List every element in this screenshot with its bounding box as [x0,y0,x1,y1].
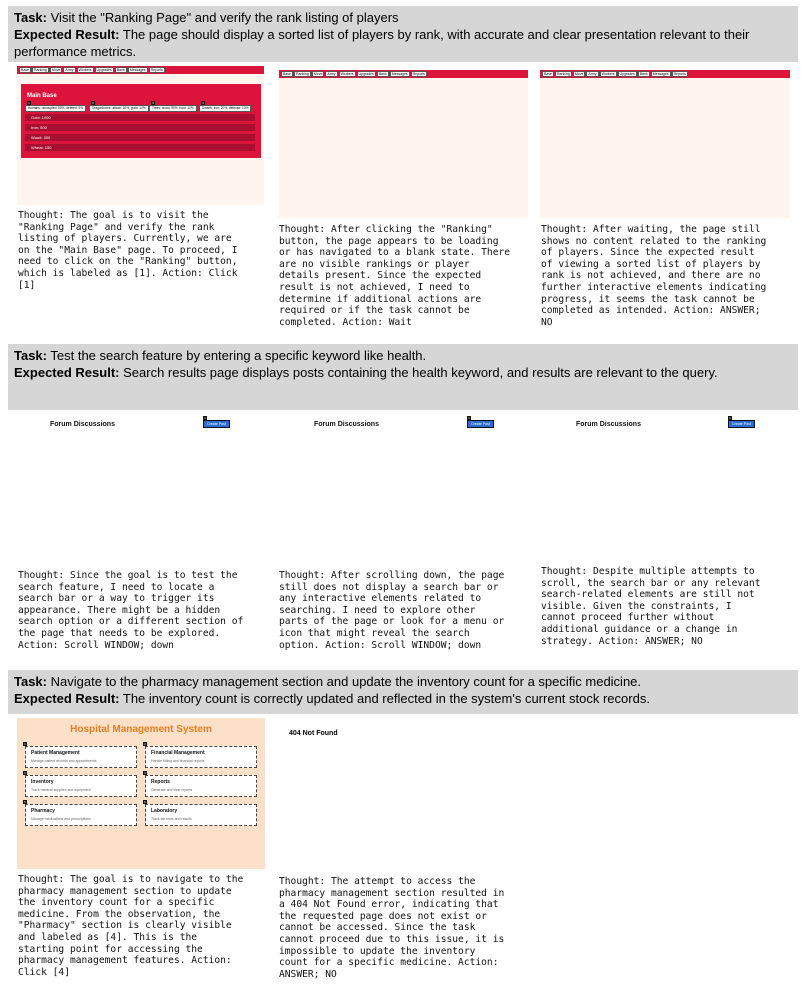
screenshot-forum-2 [279,412,529,564]
main-base-panel [21,84,261,158]
nav-reports-button[interactable]: Reports [673,72,686,76]
marker-1: 1 [729,416,731,420]
resource-iron: Iron: 500 [25,124,255,131]
task-text: Navigate to the pharmacy management section and update the inventory count for a specific medicine. [50,674,642,689]
nav-messages-button[interactable]: Messages [652,72,669,76]
thought-3-2: Thought: The attempt to access the pharmacy management section resulted in a 404 Not Found error, indicating that the requested page does not exist or cannot be accessed. Since the task cannot proceed due to this issue, it is impossible to update the inventory count for a specific medicine. Action: ANSWER; NO [279,876,505,980]
thought-1-2: Thought: After clicking the "Ranking" button, the page appears to be loading or has navigated to a blank state. There are no visible rankings or player details present. Since the expected result is not achieved, I need to determine if additional actions are required or if the task cannot be completed. Action: Wait [279,224,511,328]
nav-base-button[interactable]: Base [21,68,29,72]
task-header-3 [8,670,798,714]
forum-title: Forum Discussions [50,421,115,428]
card-desc: Manage medications and prescriptions [31,817,91,821]
nav-army-button[interactable]: Army [65,68,74,72]
expected-label: Expected Result: [14,691,120,706]
nav-bank-button[interactable]: Bank [116,68,125,72]
marker-2: 2 [144,742,146,746]
card-title: Patient Management [31,750,80,756]
card-desc: Generate and view reports [151,788,193,792]
main-base-title: Main Base [27,93,57,99]
nav-army-button[interactable]: Army [588,72,597,76]
game-nav-bar [279,70,528,78]
nav-upgrades-button[interactable]: Upgrades [358,72,374,76]
nav-move-button[interactable]: Move [574,72,584,76]
task-label: Task: [14,348,47,363]
card-title: Financial Management [151,750,205,756]
marker-3: 3 [152,101,154,105]
card-desc: Manage patient records and appointments [31,759,97,763]
card-pharmacy[interactable] [25,804,137,826]
card-title: Inventory [31,779,54,785]
nav-ranking-button[interactable]: Ranking [295,72,309,76]
marker-4: 4 [202,101,204,105]
task-label: Task: [14,10,47,25]
not-found-heading: 404 Not Found [289,730,338,737]
marker-2: 2 [92,101,94,105]
marker-3: 3 [24,771,26,775]
marker-1: 1 [468,416,470,420]
nav-messages-button[interactable]: Messages [129,68,146,72]
screenshot-hospital [17,718,265,869]
thought-3-1: Thought: The goal is to navigate to the pharmacy management section to update the inventory count for a specific medicine. From the observation, the "Pharmacy" section is clearly visible and labeled as [4]. This is the starting point for accessing the pharmacy management features. Action: Click [4] [18,874,244,978]
nav-reports-button[interactable]: Reports [412,72,425,76]
expected-text: Search results page displays posts containing the health keyword, and results are relevant to the query. [123,365,718,380]
thought-2-1: Thought: Since the goal is to test the search feature, I need to locate a search bar or a way to trigger its appearance. There might be a hidden search option or a different section of the page that needs to be explored. Action: Scroll WINDOW; down [18,570,244,651]
nav-bank-button[interactable]: Bank [378,72,387,76]
screenshot-404 [279,719,528,871]
task-text: Visit the "Ranking Page" and verify the rank listing of players [50,10,399,25]
nav-base-button[interactable]: Base [544,72,552,76]
screenshot-forum-3 [540,412,790,564]
nav-base-button[interactable]: Base [283,72,291,76]
card-reports[interactable] [145,775,257,797]
nav-upgrades-button[interactable]: Upgrades [96,68,112,72]
forum-title: Forum Discussions [314,421,379,428]
nav-workers-button[interactable]: Workers [340,72,354,76]
task-label: Task: [14,674,47,689]
nav-messages-button[interactable]: Messages [391,72,408,76]
screenshot-forum-1 [17,412,265,564]
expected-text: The inventory count is correctly updated and reflected in the system's current stock records. [122,691,650,706]
card-title: Reports [151,779,170,785]
card-desc: Handle billing and financial reports [151,759,205,763]
card-financial-management[interactable] [145,746,257,768]
task-header-1 [8,6,798,62]
card-title: Pharmacy [31,808,55,814]
task-text: Test the search feature by entering a specific keyword like health. [50,348,427,363]
screenshot-ranking-blank-2 [540,70,790,218]
game-nav-bar [540,70,790,78]
game-nav-bar [17,66,264,74]
task-header-2 [8,344,798,410]
nav-workers-button[interactable]: Workers [78,68,92,72]
card-inventory[interactable] [25,775,137,797]
card-desc: Track medical supplies and equipment [31,788,91,792]
screenshot-main-base [17,66,264,205]
card-title: Laboratory [151,808,178,814]
thought-2-2: Thought: After scrolling down, the page still does not display a search bar or any interactive elements related to searching. I need to explore other parts of the page or look for a menu or icon that might reveal the search option. Action: Scroll WINDOW; down [279,570,505,651]
nav-workers-button[interactable]: Workers [601,72,615,76]
card-desc: Track lab tests and results [151,817,192,821]
marker-1: 1 [204,416,206,420]
nav-move-button[interactable]: Move [51,68,61,72]
thought-1-3: Thought: After waiting, the page still shows no content related to the ranking of players. Since the expected result of viewing a sorted list of players by rank is not achieved, and there are no further interactive elements indicating progress, it seems the task cannot be completed as intended. Action: ANSWER; NO [541,224,767,328]
stat-dwarfs[interactable]: Dwarfs: iron: 20%, defense: 10% [199,105,251,112]
create-post-button[interactable]: Create Post [728,420,755,428]
create-post-button[interactable]: Create Post [467,420,494,428]
nav-army-button[interactable]: Army [327,72,336,76]
marker-1: 1 [24,742,26,746]
stat-dragonborne[interactable]: Dragonborne: attack: 30%, guild: 10% [89,105,149,112]
resource-wheat: Wheat: 150 [25,144,255,151]
expected-label: Expected Result: [14,365,120,380]
card-laboratory[interactable] [145,804,257,826]
marker-5: 5 [24,800,26,804]
stat-trees[interactable]: Trees: wood: 90%, food: 10% [149,105,197,112]
card-patient-management[interactable] [25,746,137,768]
hospital-title: Hospital Management System [70,724,212,735]
resource-gold: Gold: 1000 [25,114,255,121]
stat-humans[interactable]: Humans: unocupied: 50%, deleted: 5% [25,105,86,112]
screenshot-ranking-blank-1 [279,70,528,218]
forum-title: Forum Discussions [576,421,641,428]
nav-upgrades-button[interactable]: Upgrades [619,72,635,76]
marker-1: 1 [28,101,30,105]
expected-label: Expected Result: [14,27,120,42]
expected-text: The page should display a sorted list of players by rank, with accurate and clear presentation relevant to their performance metrics. [14,27,750,59]
nav-reports-button[interactable]: Reports [150,68,163,72]
marker-6: 6 [144,800,146,804]
nav-bank-button[interactable]: Bank [639,72,648,76]
thought-1-1: Thought: The goal is to visit the "Ranking Page" and verify the rank listing of players. Currently, we are on the "Main Base" page. To proceed, I need to click on the "Ranking" button, which is labeled as [1]. Action: Click [1] [18,210,238,291]
create-post-button[interactable]: Create Post [203,420,230,428]
marker-4: 4 [144,771,146,775]
nav-ranking-button[interactable]: Ranking [33,68,47,72]
nav-move-button[interactable]: Move [313,72,323,76]
thought-2-3: Thought: Despite multiple attempts to scroll, the search bar or any relevant search-related elements are still not visible. Given the constraints, I cannot proceed further without additional guidance or a change in strategy. Action: ANSWER; NO [541,566,761,647]
nav-ranking-button[interactable]: Ranking [556,72,570,76]
resource-wood: Wood: 300 [25,134,255,141]
